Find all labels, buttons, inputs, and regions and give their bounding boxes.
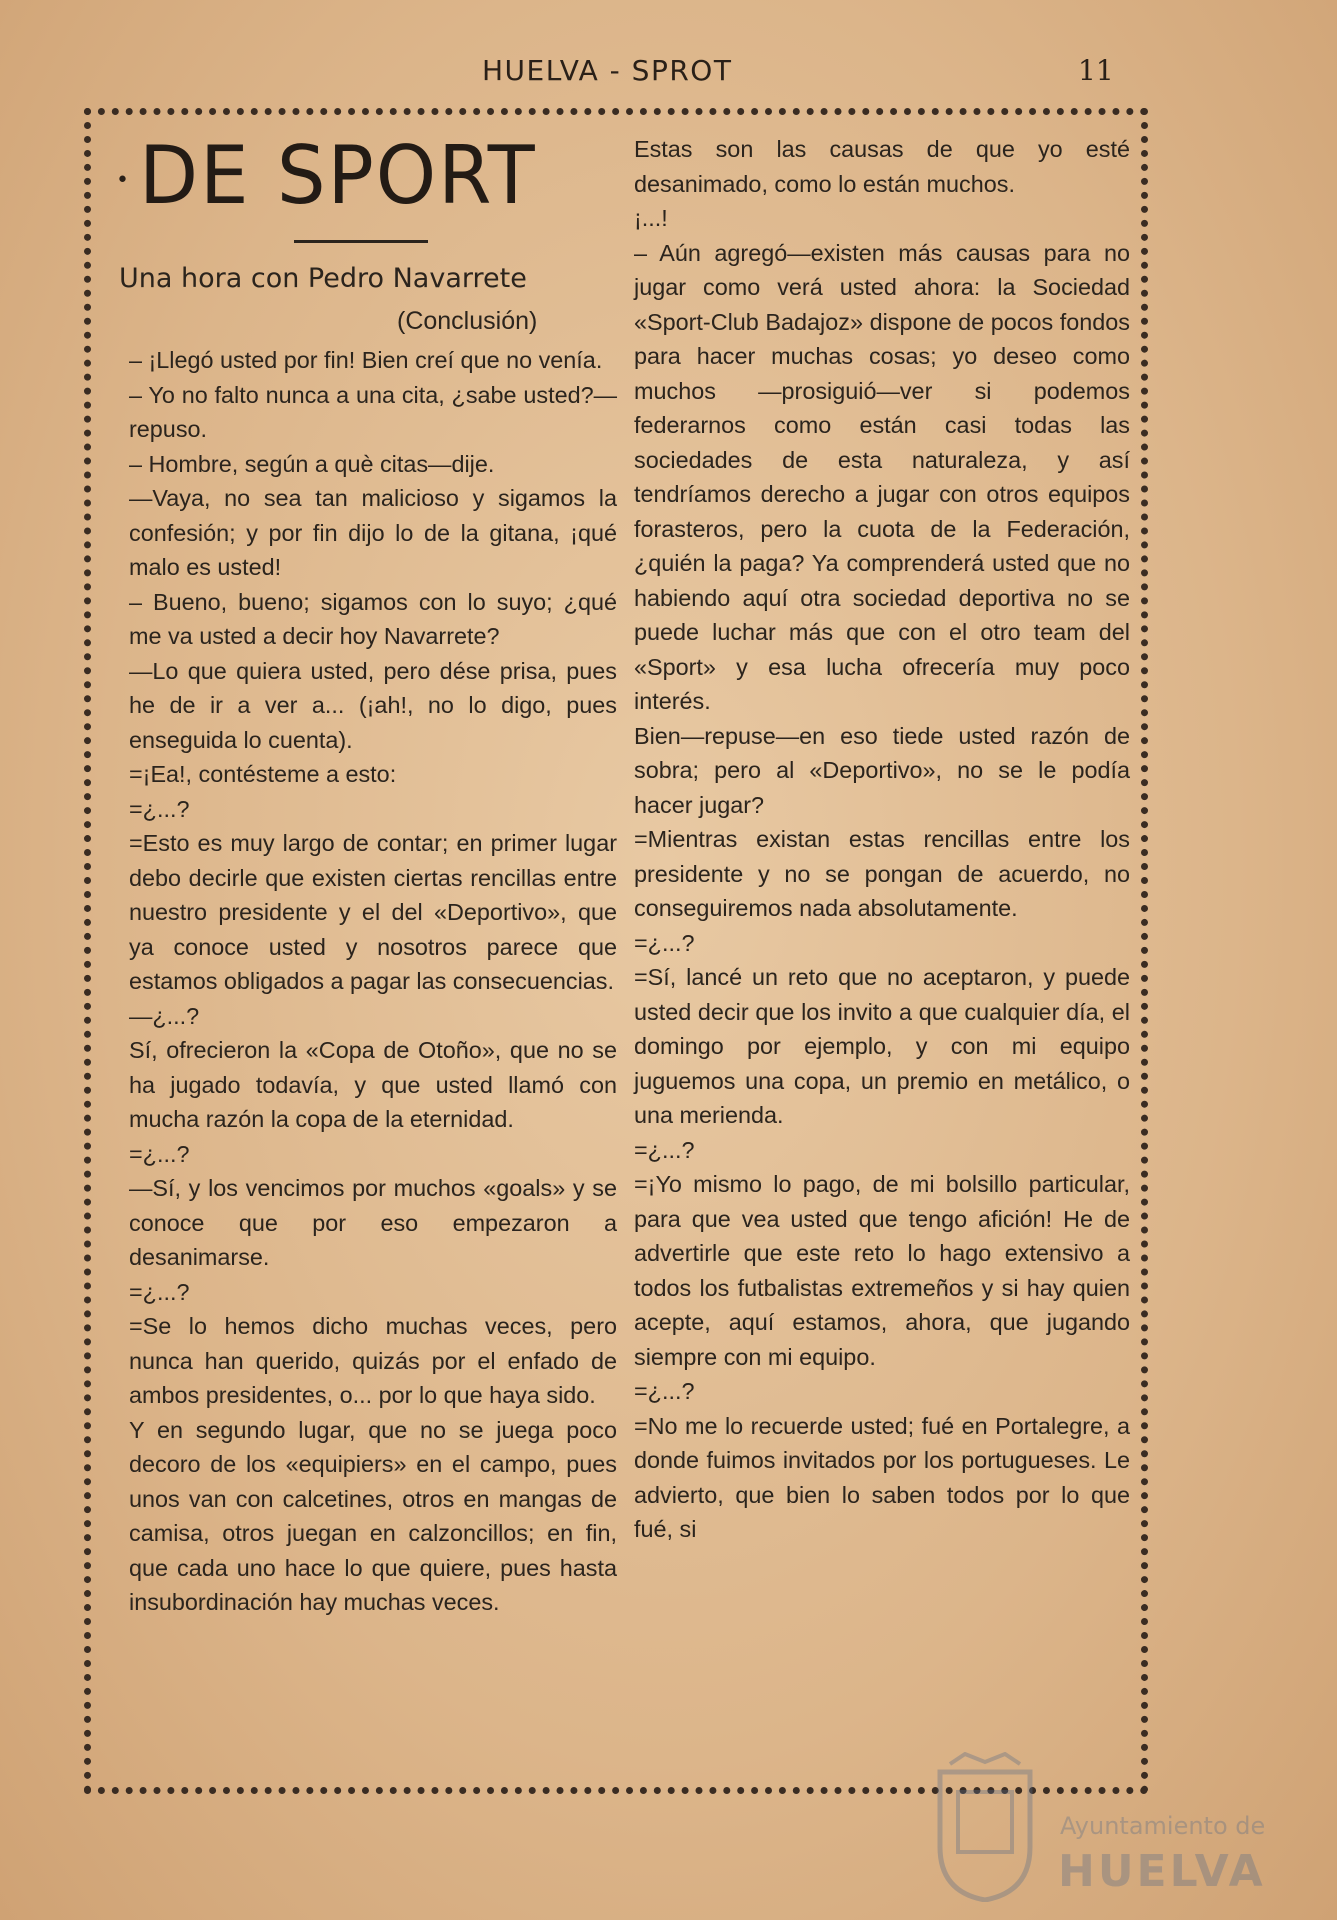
paragraph: =¿...? [634, 1378, 695, 1404]
paragraph: – Yo no falto nunca a una cita, ¿sabe usted?—repuso. [129, 381, 617, 442]
section-heading: DE SPORT [139, 129, 537, 222]
paragraph: – Bueno, bueno; sigamos con lo suyo; ¿qué me va usted a decir hoy Navarrete? [129, 588, 617, 649]
paragraph: —Sí, y los vencimos por muchos «goals» y se conoce que por eso empezaron a desanimarse. [129, 1175, 617, 1270]
paragraph: =Se lo hemos dicho muchas veces, pero nunca han querido, quizás por el enfado de ambos presidentes, o... por lo que haya sido. [129, 1313, 617, 1408]
paragraph: =¿...? [129, 795, 190, 822]
paragraph: =Sí, lancé un reto que no aceptaron, y puede usted decir que los invito a que cualquier día, el domingo por ejemplo, y con mi equipo juguemos una copa, un premio en metálico, o una merienda. [634, 964, 1130, 1128]
paragraph: Bien—repuse—en eso tiede usted razón de sobra; pero al «Deportivo», no se le podía hacer jugar? [634, 722, 1130, 818]
left-column [119, 129, 617, 1620]
bullet-dot: • [116, 168, 129, 193]
paragraph: =No me lo recuerde usted; fué en Portalegre, a donde fuimos invitados por los portugueses. Le advierto, que bien lo saben todos por lo que fué, si [634, 1412, 1130, 1542]
paragraph: Sí, ofrecieron la «Copa de Otoño», que no se ha jugado todavía, y que usted llamó con mucha razón la copa de la eternidad. [129, 1037, 617, 1132]
page-number: 11 [1078, 54, 1114, 87]
paragraph: —Vaya, no sea tan malicioso y sigamos la confesión; y por fin dijo lo de la gitana, ¡qué malo es usted! [129, 485, 617, 580]
running-header [0, 54, 1337, 94]
paragraph: =¡Yo mismo lo pago, de mi bolsillo particular, para que vea usted que tengo afición! He de advertirle que este reto lo hago extensivo a todos los futbalistas extremeños y si hay quien acepte, aquí estamos, ahora, que jugando siempre con mi equipo. [634, 1171, 1130, 1370]
paragraph: =¿...? [634, 1136, 695, 1163]
paragraph: – ¡Llegó usted por fin! Bien creí que no venía. [129, 347, 603, 373]
paragraph: – Hombre, según a què citas—dije. [129, 450, 495, 477]
paragraph: =¿...? [129, 1140, 190, 1167]
paragraph: ¡...! [634, 205, 668, 231]
paragraph: =¿...? [634, 929, 695, 956]
paragraph: =¿...? [129, 1278, 190, 1305]
publication-title: HUELVA - SPROT [482, 54, 733, 87]
heading-rule [294, 240, 428, 243]
left-column-text [129, 343, 617, 1620]
right-column [634, 132, 1130, 1547]
paragraph: —Lo que quiera usted, pero dése prisa, pues he de ir a ver a... (¡ah!, no lo digo, pues enseguida lo cuenta). [129, 657, 617, 753]
crest-icon [930, 1752, 1040, 1902]
watermark-line2: HUELVA [1058, 1846, 1266, 1897]
paragraph: =¡Ea!, contésteme a esto: [129, 761, 397, 787]
watermark-line1: Ayuntamiento de [1060, 1812, 1266, 1840]
paragraph: =Esto es muy largo de contar; en primer lugar debo decirle que existen ciertas rencillas entre nuestro presidente y el del «Deportivo», que ya conoce usted y nosotros parece que estamos obligados a pagar las consecuencias. [129, 830, 617, 994]
paragraph: Estas son las causas de que yo esté desanimado, como lo están muchos. [634, 136, 1130, 197]
archive-watermark [930, 1752, 1270, 1902]
paragraph: – Aún agregó—existen más causas para no jugar como verá usted ahora: la Sociedad «Sport-Club Badajoz» dispone de pocos fondos para hacer muchas cosas; yo deseo como muchos —prosiguió—ver si podemos federarnos como están casi todas las sociedades de esta naturaleza, y así tendríamos derecho a jugar con otros equipos forasteros, pero la cuota de la Federación, ¿quién la paga? Ya comprenderá usted que no habiendo aquí otra sociedad deportiva no se puede luchar más que con el otro team del «Sport» y esa lucha ofrecería muy poco interés. [634, 239, 1130, 714]
right-column-text [634, 132, 1130, 1547]
article-subtitle: Una hora con Pedro Navarrete [119, 263, 527, 294]
paragraph: —¿...? [129, 1002, 200, 1029]
paragraph: =Mientras existan estas rencillas entre los presidente y no se pongan de acuerdo, no conseguiremos nada absolutamente. [634, 826, 1130, 921]
paragraph: Y en segundo lugar, que no se juega poco decoro de los «equipiers» en el campo, pues unos van con calcetines, otros en mangas de camisa, otros juegan en calzoncillos; en fin, que cada uno hace lo que quiere, pues hasta insubordinación hay muchas veces. [129, 1416, 617, 1615]
conclusion-note: (Conclusión) [397, 307, 538, 335]
